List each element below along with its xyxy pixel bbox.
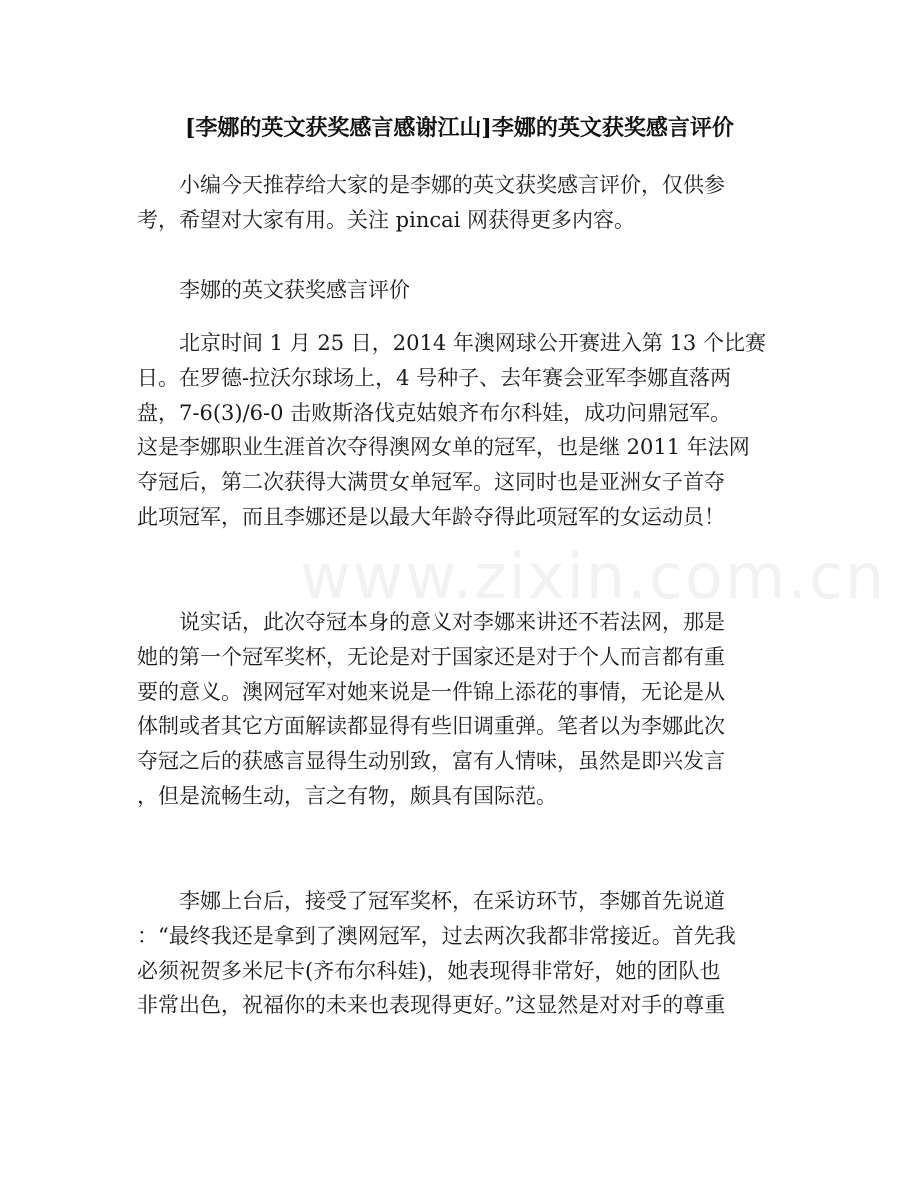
text-line: 这是李娜职业生涯首次夺得澳网女单的冠军，也是继 2011 年法网 bbox=[137, 435, 750, 460]
text-line: 说实话，此次夺冠本身的意义对李娜来讲还不若法网，那是 bbox=[179, 610, 725, 634]
paragraph-1 bbox=[137, 326, 781, 535]
text-line: 日。在罗德-拉沃尔球场上，4 号种子、去年赛会亚军李娜直落两 bbox=[137, 365, 732, 390]
text-line: 要的意义。澳网冠军对她来说是一件锦上添花的事情，无论是从 bbox=[137, 679, 725, 704]
text-line: 北京时间 1 月 25 日，2014 年澳网球公开赛进入第 13 个比赛 bbox=[179, 331, 766, 355]
text-line: 必须祝贺多米尼卡(齐布尔科娃)，她表现得非常好，她的团队也 bbox=[137, 958, 721, 983]
subheading-text: 李娜的英文获奖感言评价 bbox=[179, 278, 410, 302]
text-line: 李娜上台后，接受了冠军奖杯，在采访环节，李娜首先说道 bbox=[179, 889, 725, 913]
intro-paragraph bbox=[137, 168, 781, 238]
text-line: ：“最终我还是拿到了澳网冠军，过去两次我都非常接近。首先我 bbox=[137, 923, 736, 948]
watermark: www.zixin.com.cn bbox=[300, 540, 887, 613]
text-line: 夺冠之后的获感言显得生动别致，富有人情味，虽然是即兴发言 bbox=[137, 749, 725, 774]
text-line: 体制或者其它方面解读都显得有些旧调重弹。笔者以为李娜此次 bbox=[137, 714, 725, 739]
document-title: [李娜的英文获奖感言感谢江山]李娜的英文获奖感言评价 bbox=[185, 115, 734, 141]
text-line: 她的第一个冠军奖杯，无论是对于国家还是对于个人而言都有重 bbox=[137, 644, 725, 669]
text-line: 盘，7-6(3)/6-0 击败斯洛伐克姑娘齐布尔科娃，成功问鼎冠军。 bbox=[137, 400, 732, 425]
text-line: 考，希望对大家有用。关注 pincai 网获得更多内容。 bbox=[137, 207, 636, 232]
paragraph-2 bbox=[137, 605, 781, 814]
text-line: 夺冠后，第二次获得大满贯女单冠军。这同时也是亚洲女子首夺 bbox=[137, 470, 725, 495]
text-line: ，但是流畅生动，言之有物，颇具有国际范。 bbox=[137, 783, 557, 808]
text-line: 此项冠军，而且李娜还是以最大年龄夺得此项冠军的女运动员！ bbox=[137, 504, 725, 529]
text-line: 小编今天推荐给大家的是李娜的英文获奖感言评价，仅供参 bbox=[179, 173, 725, 197]
text-line: 非常出色，祝福你的未来也表现得更好。”这显然是对对手的尊重 bbox=[137, 993, 726, 1018]
subheading bbox=[137, 273, 781, 308]
paragraph-3 bbox=[137, 884, 781, 1023]
